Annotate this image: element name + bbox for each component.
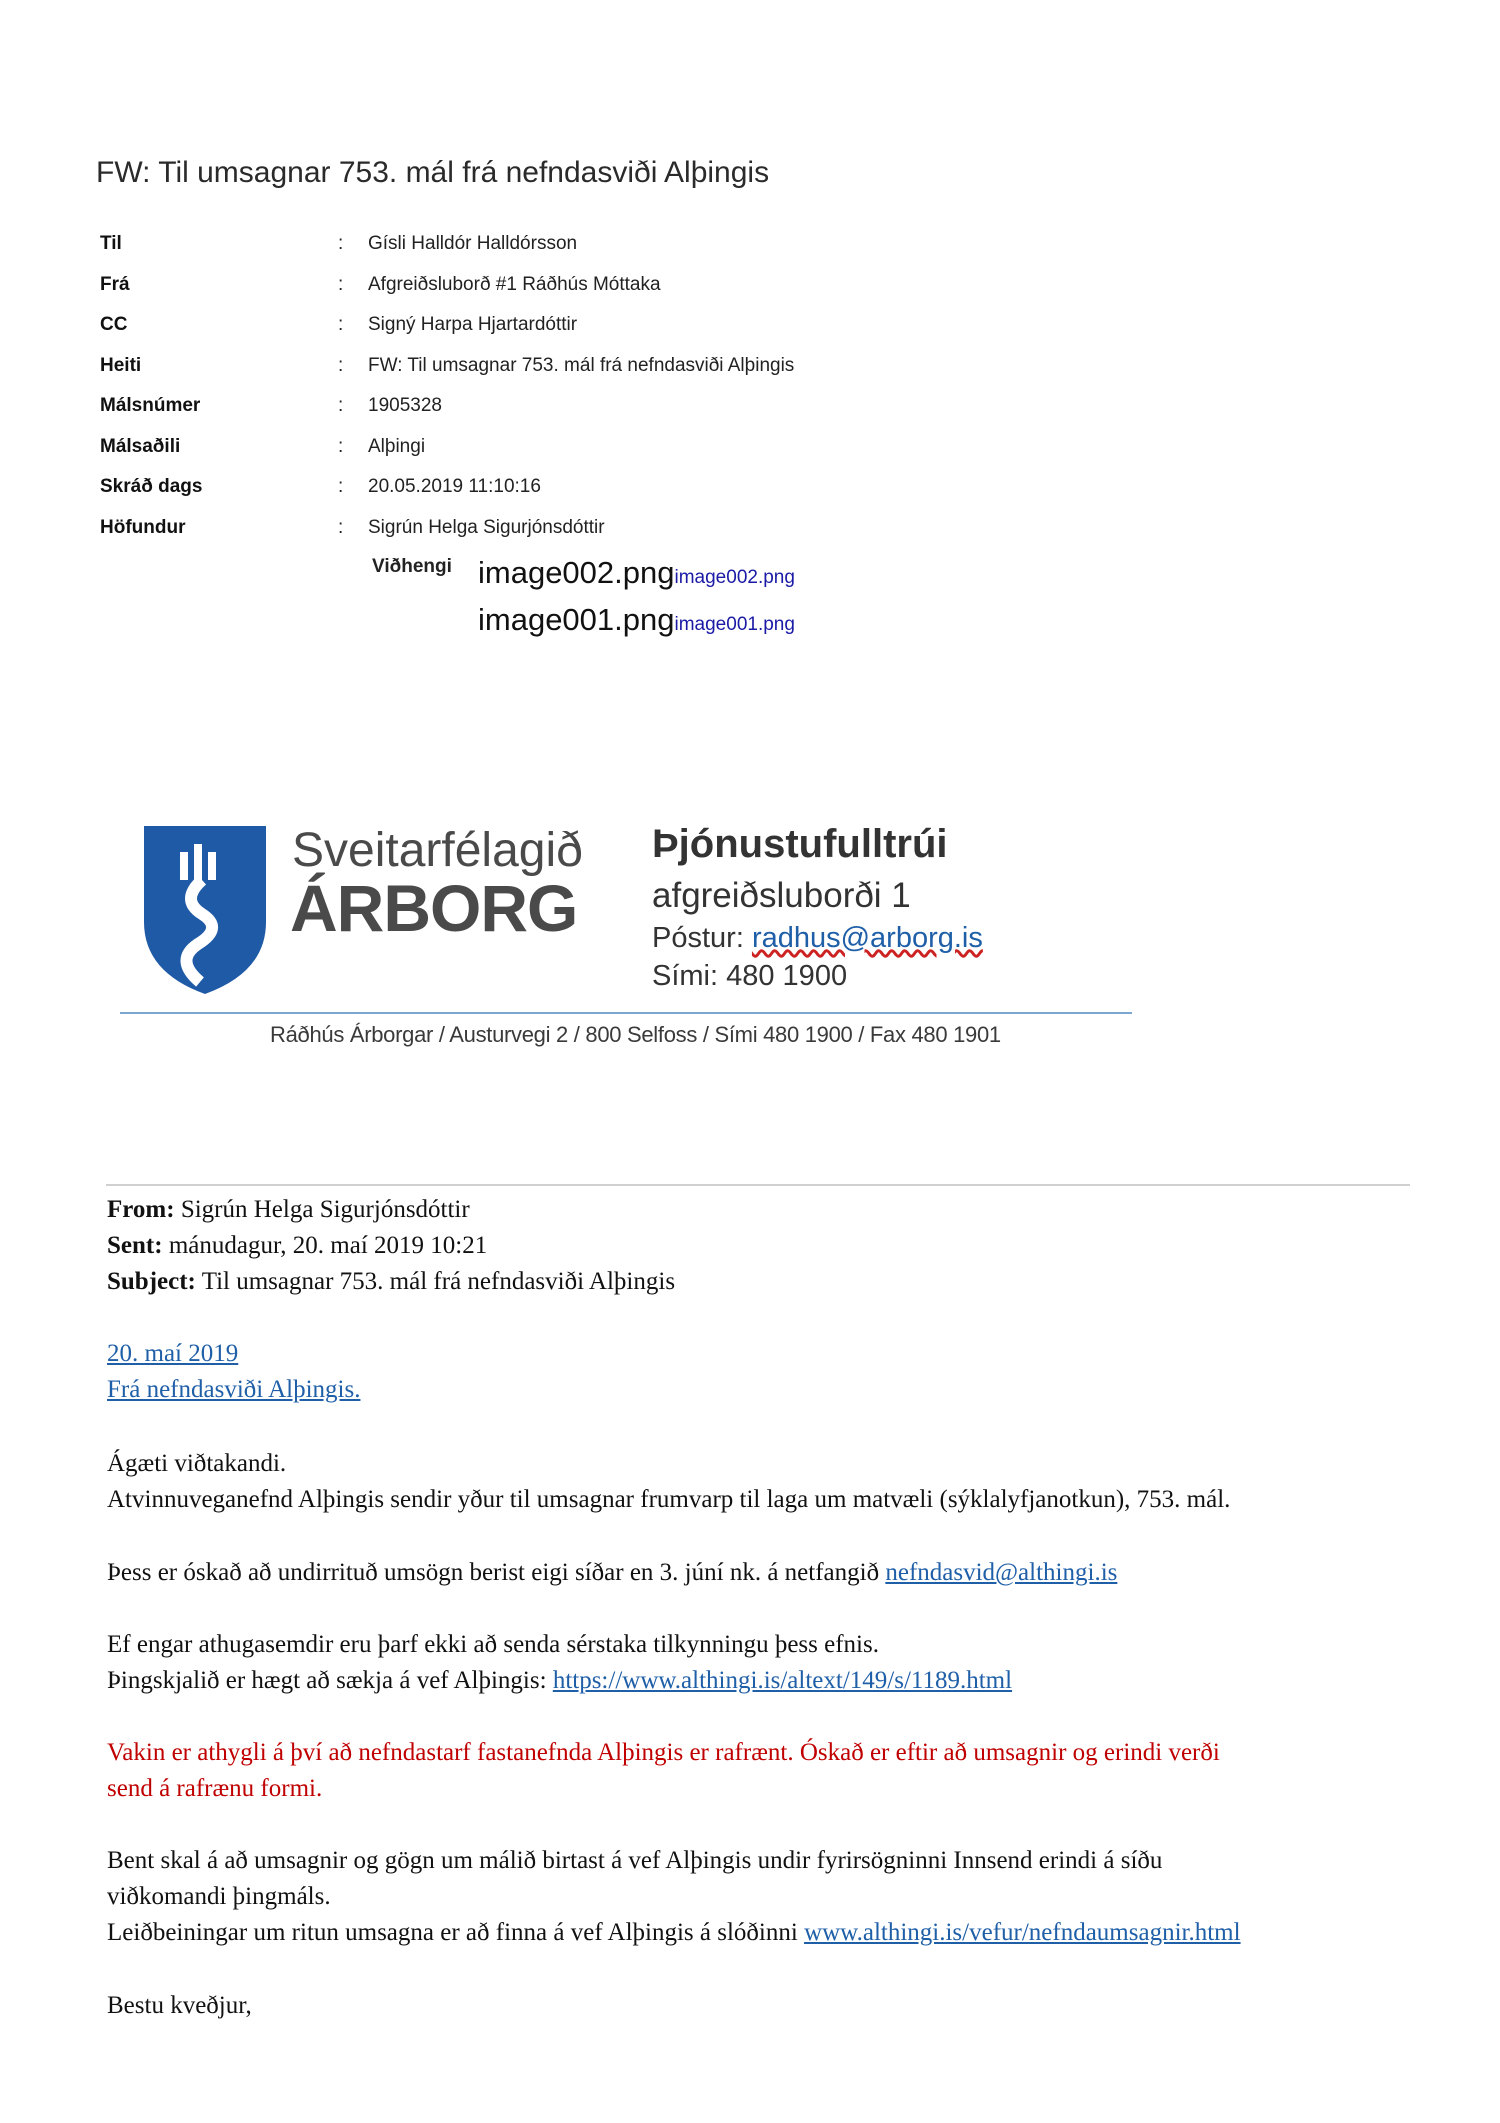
subject-label: Subject: [107,1268,196,1295]
meta-row-subject [100,346,1000,387]
meta-colon: : [338,354,344,376]
meta-label: Málsaðili [100,435,181,457]
meta-row-cc [100,305,1000,346]
attachment-name[interactable]: image001.png [478,602,675,637]
paragraph-5-line-2: viðkomandi þingmáls. [107,1883,331,1910]
meta-colon: : [338,435,344,457]
meta-colon: : [338,476,344,498]
attachment-item[interactable] [478,602,795,638]
signature-phone: Sími: 480 1900 [652,960,848,992]
meta-colon: : [338,273,344,295]
meta-row-author [100,508,1000,549]
from-label: From: [107,1196,175,1223]
email-address-link[interactable]: nefndasvid@althingi.is [885,1559,1118,1586]
paragraph-2-text: Þess er óskað að undirrituð umsögn berist eigi síðar en 3. júní nk. á netfangið [107,1559,880,1586]
meta-row-to [100,224,1000,265]
brand-line-1: Sveitarfélagið [292,824,583,877]
meta-row-from [100,265,1000,306]
meta-value: 1905328 [368,395,442,417]
brand-line-2: ÁRBORG [290,871,578,945]
date-link[interactable]: 20. maí 2019 [107,1340,239,1367]
paragraph-1: Atvinnuveganefnd Alþingis sendir yður til umsagnar frumvarp til laga um matvæli (sýklalyfjanotkun), 753. mál. [107,1486,1231,1513]
paragraph-4 [107,1663,1012,1699]
closing: Bestu kveðjur, [107,1992,252,2019]
meta-value: FW: Til umsagnar 753. mál frá nefndasviði Alþingis [368,354,795,376]
meta-colon: : [338,233,344,255]
meta-label: Höfundur [100,516,186,538]
paragraph-4-text: Þingskjalið er hægt að sækja á vef Alþingis: [107,1667,547,1694]
arborg-shield-icon [140,822,270,998]
email-from-line [107,1192,470,1228]
document-link[interactable]: https://www.althingi.is/altext/149/s/1189.html [552,1667,1013,1694]
subject-value: Til umsagnar 753. mál frá nefndasviði Alþingis [201,1268,676,1295]
guidelines-link[interactable]: www.althingi.is/vefur/nefndaumsagnir.html [804,1919,1241,1946]
meta-row-case-number [100,386,1000,427]
from-value: Sigrún Helga Sigurjónsdóttir [180,1196,470,1223]
meta-colon: : [338,516,344,538]
meta-row-registered [100,467,1000,508]
paragraph-6 [107,1915,1241,1951]
meta-value: Sigrún Helga Sigurjónsdóttir [368,516,605,538]
meta-label: Skráð dags [100,476,203,498]
meta-label: Málsnúmer [100,395,201,417]
meta-colon: : [338,314,344,336]
meta-value: Gísli Halldór Halldórsson [368,233,578,255]
from-link-line [107,1372,360,1408]
paragraph-6-text: Leiðbeiningar um ritun umsagna er að finna á vef Alþingis á slóðinni [107,1919,798,1946]
meta-value: Afgreiðsluborð #1 Ráðhús Móttaka [368,273,661,295]
paragraph-2 [107,1555,1117,1591]
signature-desk: afgreiðsluborði 1 [652,876,911,915]
signature-footer: Ráðhús Árborgar / Austurvegi 2 / 800 Selfoss / Sími 480 1900 / Fax 480 1901 [270,1022,1001,1047]
meta-value: 20.05.2019 11:10:16 [368,476,541,498]
notice-line-1: Vakin er athygli á því að nefndastarf fastanefnda Alþingis er rafrænt. Óskað er eftir að umsagnir og erindi verði [107,1739,1220,1766]
meta-label: Frá [100,273,130,295]
meta-colon: : [338,395,344,417]
attachment-item[interactable] [478,555,795,591]
committee-link[interactable]: Frá nefndasviði Alþingis. [107,1376,361,1403]
meta-value: Signý Harpa Hjartardóttir [368,314,578,336]
date-link-line [107,1336,238,1372]
attachment-link[interactable]: image002.png [674,567,795,588]
meta-value: Alþingi [368,435,426,457]
attachment-name[interactable]: image002.png [478,555,675,590]
paragraph-5-line-1: Bent skal á að umsagnir og gögn um málið birtast á vef Alþingis undir fyrirsögninni Innsend erindi á síðu [107,1847,1163,1874]
signature-role: Þjónustufulltrúi [652,822,948,866]
greeting: Ágæti viðtakandi. [107,1450,287,1477]
attachment-link[interactable]: image001.png [674,614,795,635]
notice-line-2: send á rafrænu formi. [107,1775,323,1802]
paragraph-3: Ef engar athugasemdir eru þarf ekki að senda sérstaka tilkynningu þess efnis. [107,1631,879,1658]
signature-divider [120,1012,1132,1014]
signature-mail-label: Póstur: [652,922,744,954]
meta-label: CC [100,314,128,336]
email-sent-line [107,1228,487,1264]
attachments-label: Viðhengi [372,556,452,577]
sent-value: mánudagur, 20. maí 2019 10:21 [168,1232,488,1259]
meta-label: Til [100,233,122,255]
email-title: FW: Til umsagnar 753. mál frá nefndasviði Alþingis [96,156,770,189]
signature-mail [652,922,983,955]
header-divider [106,1184,1410,1186]
signature-mail-link[interactable]: radhus@arborg.is [751,922,983,954]
sent-label: Sent: [107,1232,163,1259]
metadata-table [100,224,1000,548]
meta-row-party [100,427,1000,468]
meta-label: Heiti [100,354,142,376]
email-subject-line [107,1264,675,1300]
